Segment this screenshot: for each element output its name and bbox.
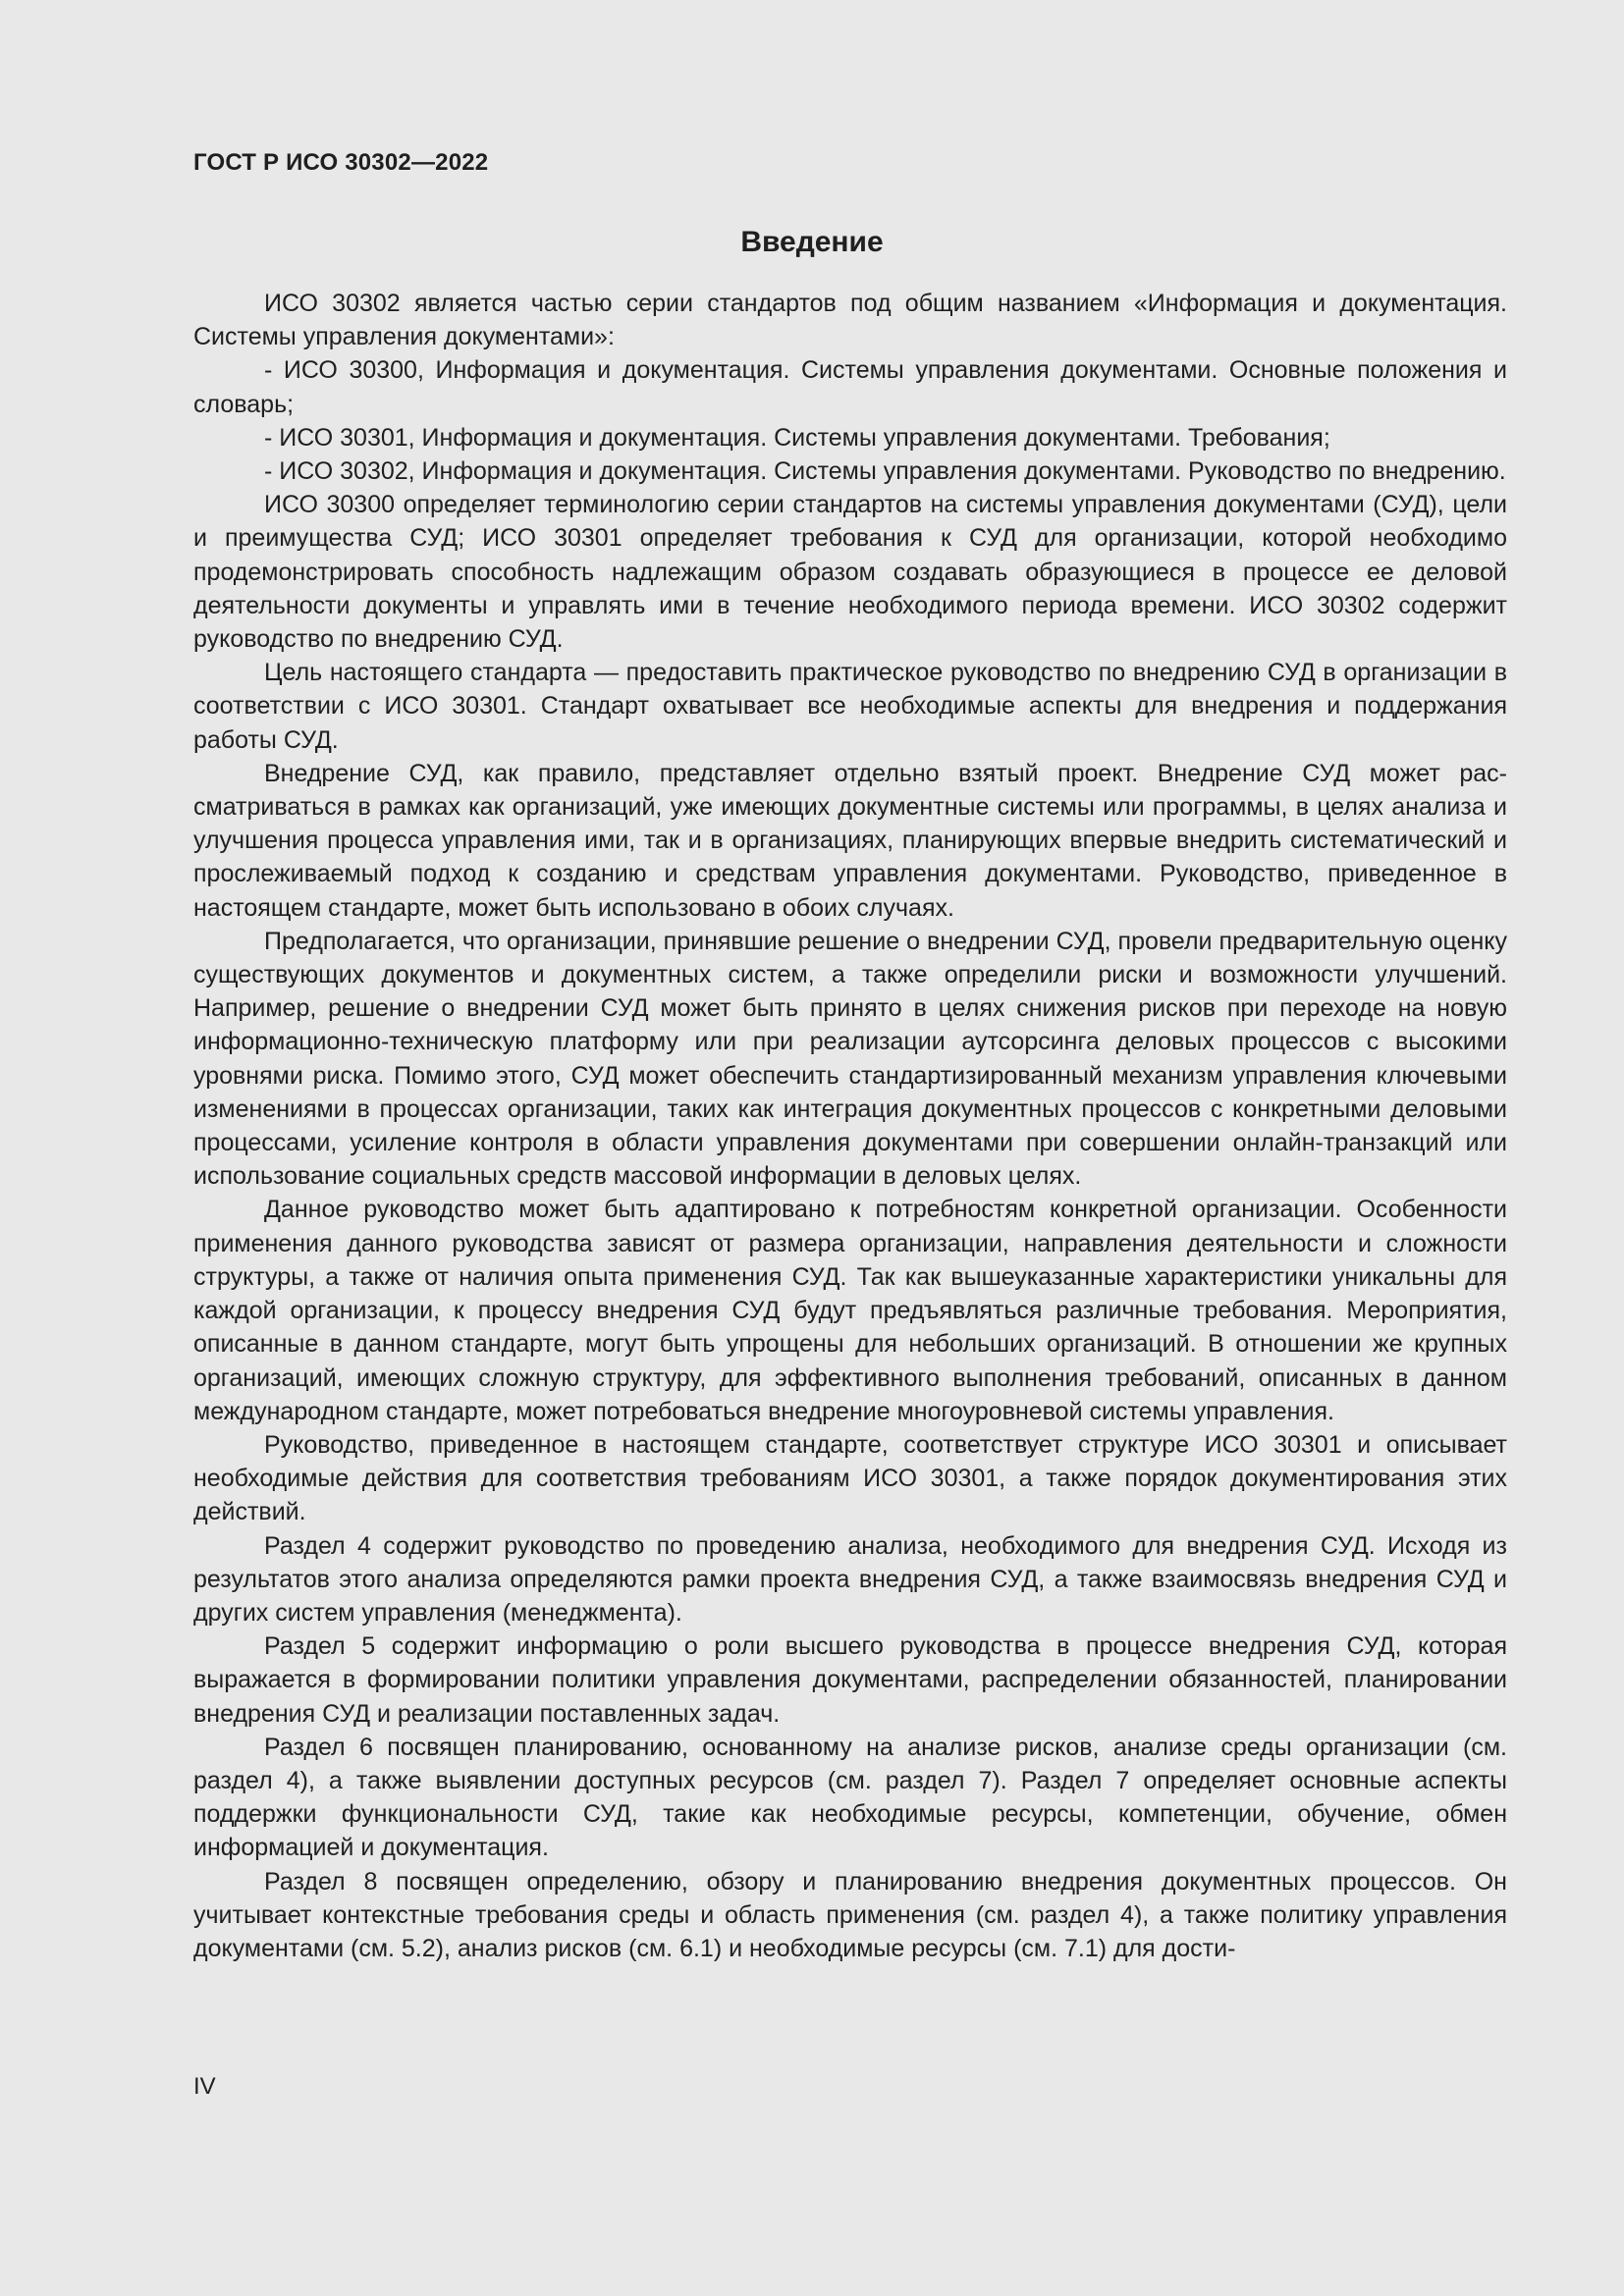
list-item: - ИСО 30301, Информация и документация. Системы управления документами. Требования; [264, 423, 1330, 452]
paragraph: Руководство, приведенное в настоящем стандарте, соответствует структуре ИСО 30301 и описывает необходимые действия для соответствия требованиям ИСО 30301, а также порядок документирования этих действий. [193, 1430, 1507, 1526]
paragraph: Предполагается, что организации, принявшие решение о внедрении СУД, провели предварительную оценку существующих документов и документных систем, а также определили риски и возможности улучшений. Например, решение о внедрении СУД может быть принято в целях снижения рисков при переходе на новую информационно-техническую платформу или при реализации аутсорсинга деловых процессов с высокими уровнями риска. Помимо этого, СУД может обеспечить стандартизированный механизм управления ключевыми изменениями в процессах организации, таких как интеграция документных процессов с конкретными деловыми процессами, усиление контроля в области управления документами при совершении онлайн-транзакций или использование социальных средств массовой информации в деловых целях. [193, 927, 1507, 1191]
page-number: IV [193, 2073, 216, 2100]
paragraph: Раздел 8 посвящен определению, обзору и планированию внедрения документных процессов. Он учитывает контекстные требования среды и область применения (см. раздел 4), а также политику управления документами (см. 5.2), анализ рисков (см. 6.1) и необходимые ресурсы (см. 7.1) для дости- [193, 1867, 1507, 1962]
section-title: Введение [740, 226, 884, 258]
document-header: ГОСТ Р ИСО 30302—2022 [193, 149, 489, 176]
list-item: - ИСО 30302, Информация и документация. Системы управления документами. Руководство по внедрению. [264, 457, 1506, 486]
paragraph: ИСО 30300 определяет терминологию серии стандартов на системы управления документами (СУД), цели и преимущества СУД; ИСО 30301 определяет требования к СУД для организации, которой необходимо продемонстрировать способность надлежащим образом создавать образующиеся в процессе ее деловой деятельности документы и управлять ими в течение необходимого периода времени. ИСО 30302 содержит руководство по внедрению СУД. [193, 491, 1507, 654]
paragraph: Цель настоящего стандарта — предоставить практическое руководство по внедрению СУД в организации в соответствии с ИСО 30301. Стандарт охватывает все необходимые аспекты для внедрения и поддержания работы СУД. [193, 659, 1507, 754]
paragraph: Внедрение СУД, как правило, представляет отдельно взятый проект. Внедрение СУД может рассматриваться в рамках как организаций, уже имеющих документные системы или программы, в целях анализа и улучшения процесса управления ими, так и в организациях, планирующих впервые внедрить систематический и прослеживаемый подход к созданию и средствам управления документами. Руководство, приведенное в настоящем стандарте, может быть использовано в обоих случаях. [193, 759, 1507, 922]
paragraph: Данное руководство может быть адаптировано к потребностям конкретной организации. Особенности применения данного руководства зависят от размера организации, направления деятельности и сложности структуры, а также от наличия опыта применения СУД. Так как вышеуказанные характеристики уникальны для каждой организации, к процессу внедрения СУД будут предъявляться различные требования. Мероприятия, описанные в данном стандарте, могут быть упрощены для небольших организаций. В отношении же крупных организаций, имеющих сложную структуру, для эффективного выполнения требований, описанных в данном международном стандарте, может потребоваться внедрение многоуровневой системы управления. [193, 1196, 1507, 1425]
paragraph: Раздел 5 содержит информацию о роли высшего руководства в процессе внедрения СУД, которая выражается в формировании политики управления документами, распределении обязанностей, планировании внедрения СУД и реализации поставленных задач. [193, 1632, 1507, 1728]
list-item: - ИСО 30300, Информация и документация. Системы управления документами. Основные положения и словарь; [193, 356, 1507, 418]
document-body [193, 287, 1507, 1965]
paragraph: Раздел 6 посвящен планированию, основанному на анализе рисков, анализе среды организации (см. раздел 4), а также выявлении доступных ресурсов (см. раздел 7). Раздел 7 определяет основные аспекты поддержки функциональности СУД, такие как необходимые ресурсы, компетенции, обучение, обмен информацией и документация. [193, 1733, 1507, 1862]
paragraph: Раздел 4 содержит руководство по проведению анализа, необходимого для внедрения СУД. Исходя из результатов этого анализа определяются рамки проекта внедрения СУД, а также взаимосвязь внедрения СУД и других систем управления (менеджмента). [193, 1531, 1507, 1627]
paragraph: ИСО 30302 является частью серии стандартов под общим названием «Информация и документация. Системы управления документами»: [193, 290, 1507, 351]
